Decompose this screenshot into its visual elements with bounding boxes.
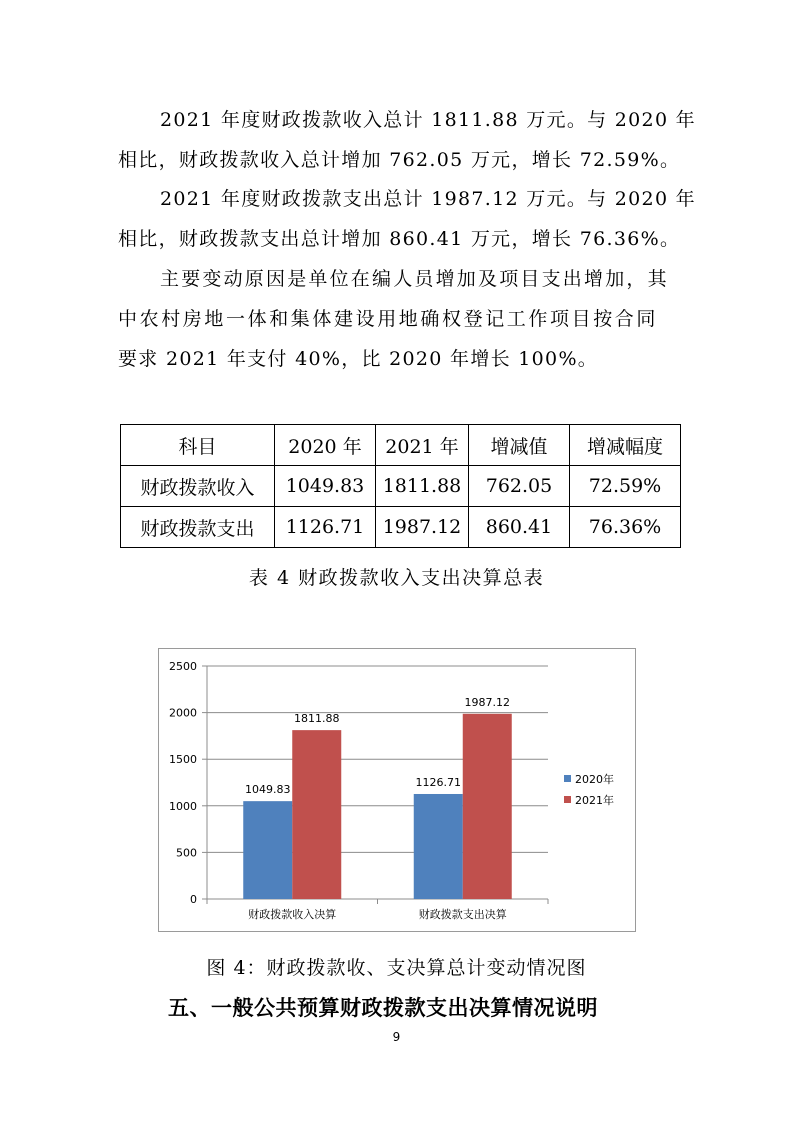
legend-label: 2020年	[575, 773, 614, 786]
y-tick-label: 2000	[169, 706, 197, 720]
data-label: 1987.12	[464, 695, 510, 709]
table-caption: 表 4 财政拨款收入支出决算总表	[248, 567, 545, 589]
data-label: 1126.71	[415, 775, 461, 789]
table-cell: 72.59%	[570, 466, 681, 507]
table-cell: 财政拨款收入	[121, 466, 275, 507]
bar	[292, 730, 341, 899]
section-heading: 五、一般公共预算财政拨款支出决算情况说明	[168, 996, 598, 1020]
x-tick-label: 财政拨款支出决算	[418, 908, 507, 921]
bar	[414, 794, 463, 899]
bar	[243, 801, 292, 899]
y-tick-label: 1500	[169, 753, 197, 767]
paragraph-line: 相比，财政拨款收入总计增加 762.05 万元，增长 72.59%。	[118, 149, 681, 171]
table-header-row	[121, 425, 681, 466]
bar	[463, 714, 512, 899]
paragraph-line: 要求 2021 年支付 40%，比 2020 年增长 100%。	[118, 348, 599, 370]
y-tick-label: 0	[190, 893, 197, 906]
table-cell: 1987.12	[376, 507, 469, 548]
y-tick-label: 2500	[169, 660, 197, 673]
table-cell: 76.36%	[570, 507, 681, 548]
bar-chart	[158, 648, 636, 932]
paragraph-line: 2021 年度财政拨款支出总计 1987.12 万元。与 2020 年	[160, 188, 696, 210]
summary-table	[120, 424, 681, 548]
table-cell: 1811.88	[376, 466, 469, 507]
y-tick-label: 500	[176, 846, 197, 860]
table-cell: 762.05	[469, 466, 570, 507]
table-header-cell: 2020 年	[275, 425, 376, 466]
legend-swatch	[564, 796, 571, 803]
table-row	[121, 507, 681, 548]
table-cell: 1049.83	[275, 466, 376, 507]
table-header-cell: 增减值	[469, 425, 570, 466]
paragraph-line: 相比，财政拨款支出总计增加 860.41 万元，增长 76.36%。	[118, 228, 681, 250]
paragraph-line: 2021 年度财政拨款收入总计 1811.88 万元。与 2020 年	[160, 109, 696, 131]
bar-chart-svg	[159, 649, 635, 931]
table-header-cell: 科目	[121, 425, 275, 466]
x-tick-label: 财政拨款收入决算	[248, 908, 337, 921]
table-header-cell: 增减幅度	[570, 425, 681, 466]
data-label: 1811.88	[294, 712, 340, 726]
y-tick-label: 1000	[169, 799, 197, 813]
table-cell: 1126.71	[275, 507, 376, 548]
figure-caption: 图 4：财政拨款收、支决算总计变动情况图	[206, 957, 587, 979]
legend-swatch	[564, 775, 571, 782]
data-label: 1049.83	[245, 783, 291, 797]
paragraph-line: 主要变动原因是单位在编人员增加及项目支出增加，其	[160, 268, 669, 290]
paragraph-line: 中农村房地一体和集体建设用地确权登记工作项目按合同	[118, 308, 659, 330]
table-cell: 财政拨款支出	[121, 507, 275, 548]
table-cell: 860.41	[469, 507, 570, 548]
page-number: 9	[392, 1030, 401, 1044]
table-header-cell: 2021 年	[376, 425, 469, 466]
legend-label: 2021年	[575, 794, 614, 807]
table-row	[121, 466, 681, 507]
